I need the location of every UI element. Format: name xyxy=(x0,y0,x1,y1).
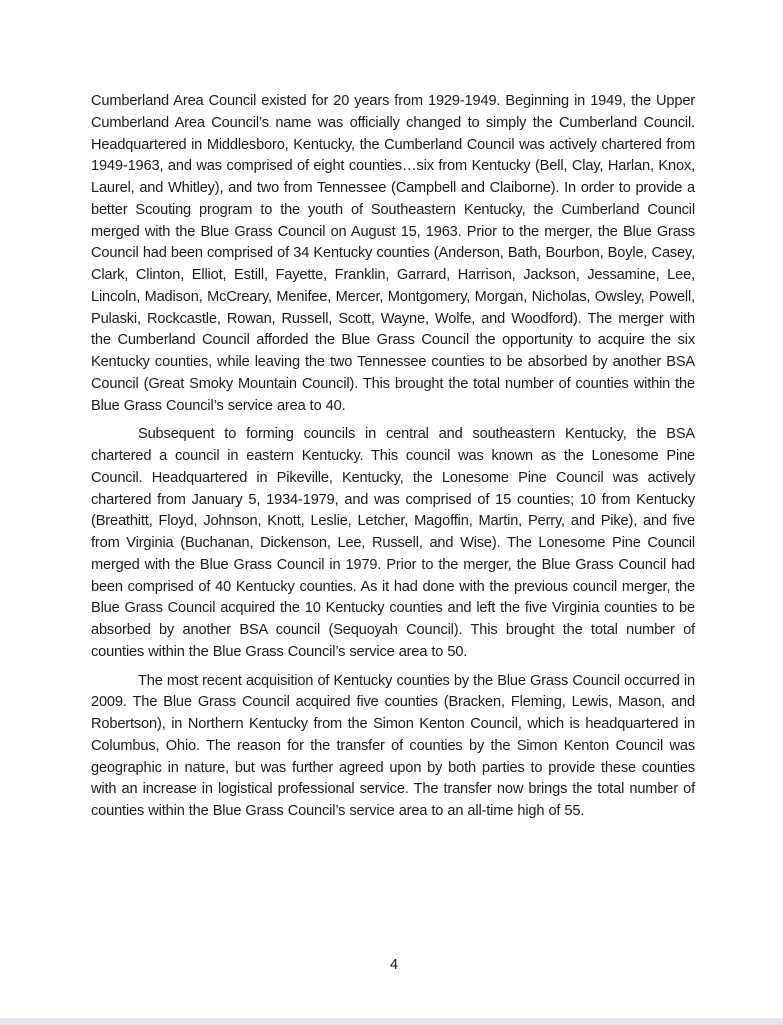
paragraph-simon-kenton-acquisition: The most recent acquisition of Kentucky counties by the Blue Grass Council occurred in 2009. The Blue Grass Council acquired five counties (Bracken, Fleming, Lewis, Mason, and Robertson), in Northern Kentucky from the Simon Kenton Council, which is headquartered in Columbus, Ohio. The reason for the transfer of counties by the Simon Kenton Council was geographic in nature, but was further agreed upon by both parties to provide these counties with an increase in logistical professional service. The transfer now brings the total number of counties within the Blue Grass Council’s service area to an all-time high of 55. xyxy=(91,672,695,819)
page-number: 4 xyxy=(389,957,399,973)
paragraph-cumberland-council: Cumberland Area Council existed for 20 years from 1929-1949. Beginning in 1949, the Upper Cumberland Area Council’s name was officially changed to simply the Cumberland Council. Headquartered in Middlesboro, Kentucky, the Cumberland Council was actively chartered from 1949-1963, and was comprised of eight counties…six from Kentucky (Bell, Clay, Harlan, Knox, Laurel, and Whitley), and two from Tennessee (Campbell and Claiborne). In order to provide a better Scouting program to the youth of Southeastern Kentucky, the Cumberland Council merged with the Blue Grass Council on August 15, 1963. Prior to the merger, the Blue Grass Council had been comprised of 34 Kentucky counties (Anderson, Bath, Bourbon, Boyle, Casey, Clark, Clinton, Elliot, Estill, Fayette, Franklin, Garrard, Harrison, Jackson, Jessamine, Lee, Lincoln, Madison, McCreary, Menifee, Mercer, Montgomery, Morgan, Nicholas, Owsley, Powell, Pulaski, Rockcastle, Rowan, Russell, Scott, Wayne, Wolfe, and Woodford). The merger with the Cumberland Council afforded the Blue Grass Council the opportunity to acquire the six Kentucky counties, while leaving the two Tennessee counties to be absorbed by another BSA Council (Great Smoky Mountain Council). This brought the total number of counties within the Blue Grass Council’s service area to 40. xyxy=(91,93,695,414)
paragraph-lonesome-pine-council: Subsequent to forming councils in central and southeastern Kentucky, the BSA chartered a council in eastern Kentucky. This council was known as the Lonesome Pine Council. Headquartered in Pikeville, Kentucky, the Lonesome Pine Council was actively chartered from January 5, 1934-1979, and was comprised of 15 counties; 10 from Kentucky (Breathitt, Floyd, Johnson, Knott, Leslie, Letcher, Magoffin, Martin, Perry, and Pike), and five from Virginia (Buchanan, Dickenson, Lee, Russell, and Wise). The Lonesome Pine Council merged with the Blue Grass Council in 1979. Prior to the merger, the Blue Grass Council had been comprised of 40 Kentucky counties. As it had done with the previous council merger, the Blue Grass Council acquired the 10 Kentucky counties and left the five Virginia counties to be absorbed by another BSA council (Sequoyah Council). This brought the total number of counties within the Blue Grass Council’s service area to 50. xyxy=(91,426,695,660)
body-text xyxy=(91,91,695,830)
